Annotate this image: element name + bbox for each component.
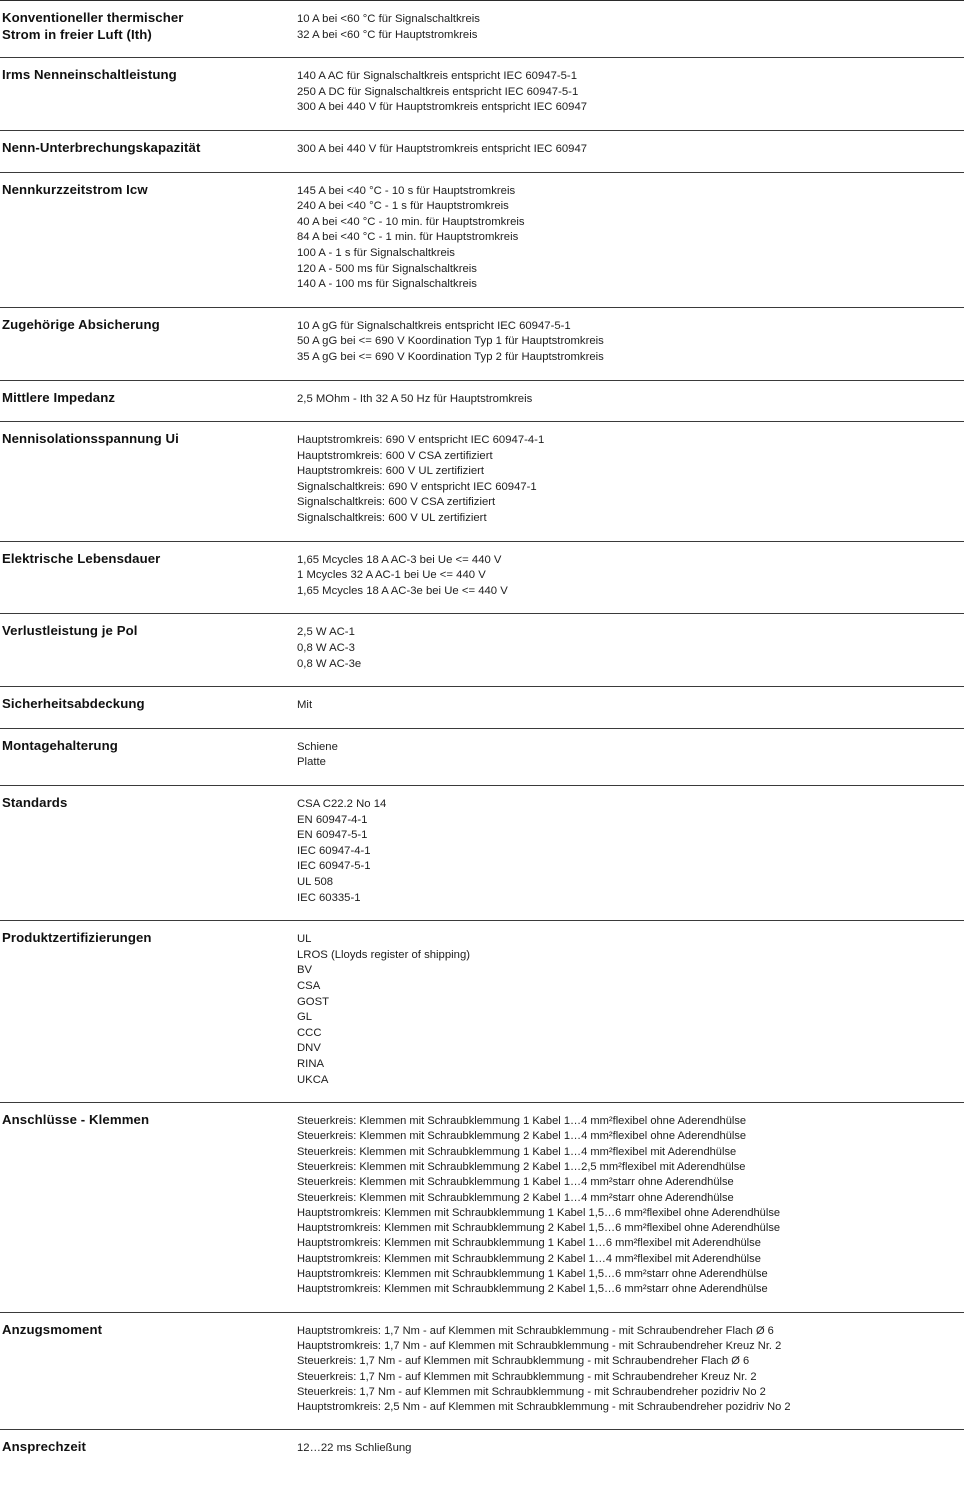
spec-label-line: Anzugsmoment [2, 1321, 103, 1337]
spec-value-line: BV [297, 964, 313, 977]
spec-value-line: 240 A bei <40 °C - 1 s für Hauptstromkreis [297, 200, 509, 213]
spec-label [2, 930, 287, 947]
spec-value-list [297, 932, 964, 1088]
spec-value-list [297, 142, 964, 158]
spec-value-cell [297, 541, 964, 614]
spec-label-line: Montagehalterung [2, 737, 118, 753]
spec-value-line: Hauptstromkreis: 1,7 Nm - auf Klemmen mit Schraubklemmung - mit Schraubendreher Flach Ø 6 [297, 1324, 774, 1337]
spec-row [0, 541, 964, 614]
spec-value-line: Steuerkreis: Klemmen mit Schraubklemmung 2 Kabel 1…4 mm²starr ohne Aderendhülse [297, 1191, 734, 1204]
spec-value-line: 120 A - 500 ms für Signalschaltkreis [297, 262, 477, 275]
spec-row [0, 1, 964, 58]
spec-value-line: Hauptstromkreis: Klemmen mit Schraubklemmung 2 Kabel 1…4 mm²flexibel mit Aderendhülse [297, 1252, 761, 1265]
spec-value-cell [297, 1312, 964, 1430]
spec-value-line: GL [297, 1011, 313, 1024]
spec-label-line: Zugehörige Absicherung [2, 316, 160, 332]
spec-label-cell [0, 130, 297, 172]
spec-label [2, 1112, 287, 1129]
spec-label-cell [0, 1430, 297, 1471]
spec-row [0, 422, 964, 542]
spec-value-list [297, 698, 964, 714]
spec-value-list [297, 553, 964, 600]
spec-value-cell [297, 786, 964, 921]
spec-label-line: Strom in freier Luft (Ith) [2, 26, 152, 42]
spec-label-line: Anschlüsse - Klemmen [2, 1112, 150, 1128]
spec-value-cell [297, 58, 964, 131]
spec-value-line: Steuerkreis: Klemmen mit Schraubklemmung 2 Kabel 1…4 mm²flexibel ohne Aderendhülse [297, 1130, 747, 1143]
spec-value-line: UL [297, 933, 312, 946]
spec-value-list [297, 740, 964, 771]
spec-value-line: UL 508 [297, 875, 334, 888]
spec-value-line: CCC [297, 1026, 322, 1039]
spec-label [2, 182, 287, 199]
spec-label-line: Mittlere Impedanz [2, 389, 116, 405]
spec-label [2, 317, 287, 334]
spec-value-cell [297, 614, 964, 687]
spec-label-line: Elektrische Lebensdauer [2, 550, 161, 566]
spec-label [2, 623, 287, 640]
spec-value-line: Steuerkreis: 1,7 Nm - auf Klemmen mit Schraubklemmung - mit Schraubendreher pozidriv No 2 [297, 1385, 766, 1398]
spec-value-line: Hauptstromkreis: Klemmen mit Schraubklemmung 1 Kabel 1,5…6 mm²flexibel ohne Aderendhülse [297, 1206, 781, 1219]
spec-row [0, 687, 964, 729]
spec-value-line: 100 A - 1 s für Signalschaltkreis [297, 246, 455, 259]
spec-value-line: 32 A bei <60 °C für Hauptstromkreis [297, 28, 478, 41]
spec-value-line: Steuerkreis: 1,7 Nm - auf Klemmen mit Schraubklemmung - mit Schraubendreher Flach Ø 6 [297, 1355, 750, 1368]
spec-label-cell [0, 614, 297, 687]
spec-value-line: Steuerkreis: Klemmen mit Schraubklemmung 1 Kabel 1…4 mm²starr ohne Aderendhülse [297, 1176, 734, 1189]
spec-value-line: Steuerkreis: Klemmen mit Schraubklemmung 2 Kabel 1…2,5 mm²flexibel mit Aderendhülse [297, 1160, 746, 1173]
spec-label-cell [0, 1, 297, 58]
spec-label-cell [0, 307, 297, 380]
spec-label [2, 795, 287, 812]
spec-value-line: 40 A bei <40 °C - 10 min. für Hauptstromkreis [297, 215, 525, 228]
spec-value-cell [297, 307, 964, 380]
spec-label [2, 1439, 287, 1456]
spec-row [0, 1103, 964, 1313]
spec-value-line: Hauptstromkreis: Klemmen mit Schraubklemmung 2 Kabel 1,5…6 mm²starr ohne Aderendhülse [297, 1283, 768, 1296]
spec-value-line: 12…22 ms Schließung [297, 1442, 412, 1455]
spec-value-line: Steuerkreis: 1,7 Nm - auf Klemmen mit Schraubklemmung - mit Schraubendreher Kreuz Nr. 2 [297, 1370, 757, 1383]
spec-row [0, 786, 964, 921]
spec-value-cell [297, 172, 964, 307]
spec-row [0, 921, 964, 1103]
spec-label-cell [0, 921, 297, 1103]
spec-label-cell [0, 422, 297, 542]
spec-value-list [297, 1114, 964, 1298]
spec-value-line: Signalschaltkreis: 600 V CSA zertifiziert [297, 496, 496, 509]
spec-label-line: Nenn-Unterbrechungskapazität [2, 139, 201, 155]
spec-value-cell [297, 921, 964, 1103]
spec-value-line: 2,5 MOhm - Ith 32 A 50 Hz für Hauptstromkreis [297, 392, 533, 405]
spec-value-line: DNV [297, 1042, 321, 1055]
spec-value-list [297, 319, 964, 366]
spec-label-cell [0, 172, 297, 307]
spec-value-cell [297, 422, 964, 542]
spec-label-line: Verlustleistung je Pol [2, 623, 138, 639]
spec-row [0, 1312, 964, 1430]
spec-label-cell [0, 687, 297, 729]
spec-value-line: 0,8 W AC-3e [297, 657, 362, 670]
spec-label-cell [0, 58, 297, 131]
spec-value-list [297, 625, 964, 672]
spec-value-cell [297, 1430, 964, 1471]
spec-value-line: 145 A bei <40 °C - 10 s für Hauptstromkreis [297, 184, 516, 197]
spec-label [2, 390, 287, 407]
spec-value-list [297, 184, 964, 293]
spec-value-line: Hauptstromkreis: 1,7 Nm - auf Klemmen mit Schraubklemmung - mit Schraubendreher Kreuz Nr. 2 [297, 1339, 782, 1352]
spec-value-line: 84 A bei <40 °C - 1 min. für Hauptstromkreis [297, 231, 519, 244]
spec-value-line: CSA C22.2 No 14 [297, 798, 387, 810]
spec-row [0, 380, 964, 422]
spec-value-line: Steuerkreis: Klemmen mit Schraubklemmung 1 Kabel 1…4 mm²flexibel mit Aderendhülse [297, 1145, 737, 1158]
spec-value-line: Hauptstromkreis: 690 V entspricht IEC 60947-4-1 [297, 434, 545, 447]
spec-value-line: 140 A - 100 ms für Signalschaltkreis [297, 278, 477, 291]
spec-value-line: 1,65 Mcycles 18 A AC-3e bei Ue <= 440 V [297, 584, 508, 597]
spec-label-line: Sicherheitsabdeckung [2, 696, 145, 712]
spec-value-line: Platte [297, 756, 326, 769]
spec-label-cell [0, 1103, 297, 1313]
spec-value-list [297, 69, 964, 116]
spec-value-line: Mit [297, 699, 313, 712]
spec-value-cell [297, 1, 964, 58]
spec-value-cell [297, 130, 964, 172]
spec-value-line: 2,5 W AC-1 [297, 626, 355, 639]
spec-value-line: Schiene [297, 740, 338, 753]
spec-label [2, 738, 287, 755]
spec-value-line: 0,8 W AC-3 [297, 642, 355, 655]
spec-value-cell [297, 1103, 964, 1313]
spec-row [0, 307, 964, 380]
spec-label-cell [0, 786, 297, 921]
spec-label-line: Irms Nenneinschaltleistung [2, 67, 177, 83]
spec-label [2, 1322, 287, 1339]
spec-label-line: Ansprechzeit [2, 1439, 87, 1455]
spec-value-line: 140 A AC für Signalschaltkreis entspricht IEC 60947-5-1 [297, 70, 577, 83]
spec-row [0, 614, 964, 687]
spec-label-line: Nennkurzzeitstrom Icw [2, 181, 148, 197]
spec-value-list [297, 12, 964, 43]
spec-value-line: 1,65 Mcycles 18 A AC-3 bei Ue <= 440 V [297, 553, 502, 566]
spec-value-line: IEC 60947-4-1 [297, 844, 371, 857]
spec-value-line: EN 60947-4-1 [297, 813, 368, 826]
spec-value-line: RINA [297, 1057, 325, 1070]
spec-value-line: EN 60947-5-1 [297, 829, 368, 842]
spec-value-line: Hauptstromkreis: 600 V UL zertifiziert [297, 465, 485, 478]
spec-value-cell [297, 380, 964, 422]
spec-label-line: Produktzertifizierungen [2, 930, 152, 946]
spec-label [2, 67, 287, 84]
spec-value-line: Signalschaltkreis: 690 V entspricht IEC 60947-1 [297, 480, 537, 493]
spec-value-line: Hauptstromkreis: 600 V CSA zertifiziert [297, 449, 493, 462]
spec-value-line: Hauptstromkreis: Klemmen mit Schraubklemmung 1 Kabel 1…6 mm²flexibel mit Aderendhülse [297, 1237, 761, 1250]
spec-value-line: 300 A bei 440 V für Hauptstromkreis entspricht IEC 60947 [297, 101, 588, 114]
spec-label-line: Nennisolationsspannung Ui [2, 431, 179, 447]
spec-value-line: Hauptstromkreis: Klemmen mit Schraubklemmung 2 Kabel 1,5…6 mm²flexibel ohne Aderendhülse [297, 1222, 781, 1235]
spec-value-line: 300 A bei 440 V für Hauptstromkreis entspricht IEC 60947 [297, 142, 588, 155]
spec-row [0, 172, 964, 307]
spec-value-line: 10 A bei <60 °C für Signalschaltkreis [297, 13, 480, 25]
spec-label [2, 551, 287, 568]
spec-value-cell [297, 687, 964, 729]
spec-value-line: Steuerkreis: Klemmen mit Schraubklemmung 1 Kabel 1…4 mm²flexibel ohne Aderendhülse [297, 1115, 747, 1128]
spec-label-line: Konventioneller thermischer [2, 10, 184, 25]
spec-value-list [297, 433, 964, 527]
spec-value-list [297, 1441, 964, 1457]
spec-row [0, 1430, 964, 1471]
spec-value-list [297, 1324, 964, 1416]
spec-label [2, 431, 287, 448]
spec-value-line: GOST [297, 995, 330, 1008]
spec-row [0, 58, 964, 131]
spec-value-line: IEC 60335-1 [297, 891, 361, 904]
spec-label-cell [0, 728, 297, 785]
specification-table-body [0, 1, 964, 1472]
spec-label [2, 696, 287, 713]
spec-label [2, 10, 287, 43]
spec-value-list [297, 797, 964, 906]
spec-value-cell [297, 728, 964, 785]
spec-value-list [297, 392, 964, 408]
spec-value-line: UKCA [297, 1073, 329, 1086]
spec-row [0, 130, 964, 172]
spec-value-line: CSA [297, 979, 321, 992]
spec-label [2, 140, 287, 157]
spec-value-line: Signalschaltkreis: 600 V UL zertifiziert [297, 512, 487, 525]
spec-value-line: 250 A DC für Signalschaltkreis entspricht IEC 60947-5-1 [297, 85, 579, 98]
spec-value-line: 1 Mcycles 32 A AC-1 bei Ue <= 440 V [297, 569, 486, 582]
spec-label-cell [0, 380, 297, 422]
spec-value-line: 35 A gG bei <= 690 V Koordination Typ 2 für Hauptstromkreis [297, 350, 604, 363]
spec-label-line: Standards [2, 795, 68, 810]
spec-label-cell [0, 1312, 297, 1430]
spec-value-line: Hauptstromkreis: 2,5 Nm - auf Klemmen mit Schraubklemmung - mit Schraubendreher pozidriv No 2 [297, 1401, 791, 1414]
spec-value-line: LROS (Lloyds register of shipping) [297, 948, 471, 961]
spec-value-line: IEC 60947-5-1 [297, 860, 371, 873]
spec-value-line: 10 A gG für Signalschaltkreis entspricht IEC 60947-5-1 [297, 319, 571, 332]
spec-value-line: Hauptstromkreis: Klemmen mit Schraubklemmung 1 Kabel 1,5…6 mm²starr ohne Aderendhülse [297, 1268, 768, 1281]
spec-row [0, 728, 964, 785]
spec-value-line: 50 A gG bei <= 690 V Koordination Typ 1 für Hauptstromkreis [297, 335, 604, 348]
spec-label-cell [0, 541, 297, 614]
